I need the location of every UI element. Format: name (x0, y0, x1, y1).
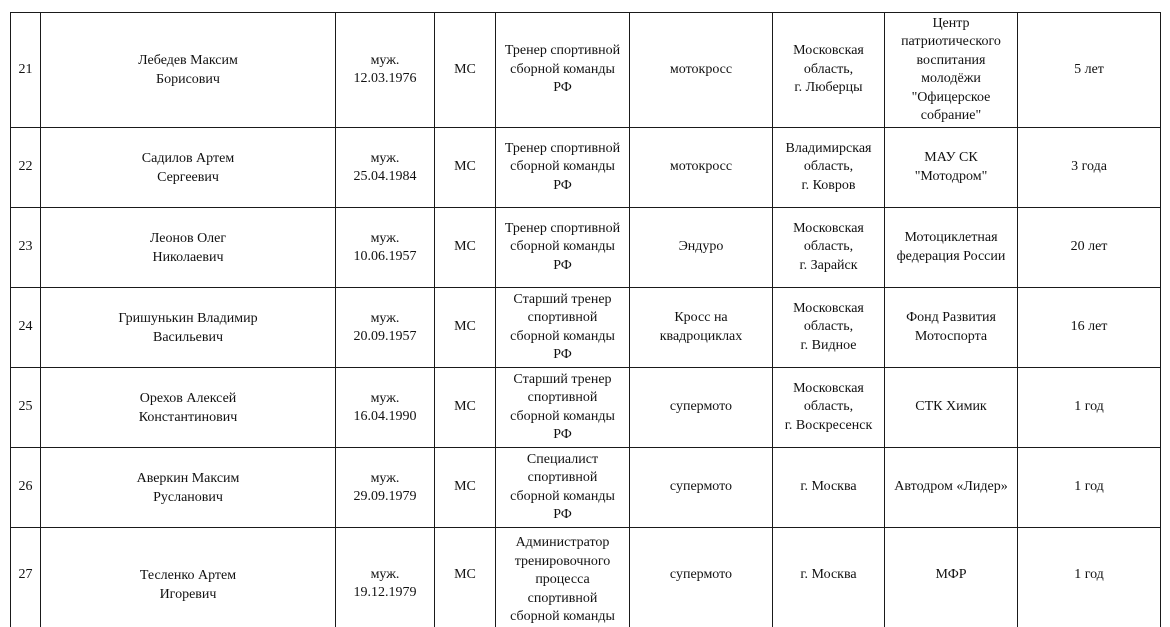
full-name: Садилов Артем Сергеевич (41, 128, 336, 208)
region: г. Москва (773, 448, 885, 528)
gender-birthdate: муж. 10.06.1957 (336, 208, 435, 288)
position: Администратор тренировочного процесса спортивной сборной команды (496, 528, 630, 627)
full-name: Аверкин Максим Русланович (41, 448, 336, 528)
full-name: Леонов Олег Николаевич (41, 208, 336, 288)
experience: 3 года (1018, 128, 1161, 208)
row-number: 23 (11, 208, 41, 288)
organization: Центр патриотического воспитания молодёжи "Офицерское собрание" (885, 13, 1018, 128)
gender-birthdate: муж. 19.12.1979 (336, 528, 435, 627)
experience: 16 лет (1018, 288, 1161, 368)
full-name: Тесленко Артем Игоревич (41, 528, 336, 627)
table-row (11, 368, 1161, 448)
table-row (11, 528, 1161, 627)
organization: МАУ СК "Мотодром" (885, 128, 1018, 208)
discipline: Эндуро (630, 208, 773, 288)
sport-rank: МС (435, 448, 496, 528)
discipline: мотокросс (630, 128, 773, 208)
table-row (11, 13, 1161, 128)
sport-rank: МС (435, 368, 496, 448)
region: Московская область, г. Видное (773, 288, 885, 368)
position: Тренер спортивной сборной команды РФ (496, 208, 630, 288)
experience: 1 год (1018, 368, 1161, 448)
sport-rank: МС (435, 13, 496, 128)
sport-rank: МС (435, 528, 496, 627)
table-row (11, 208, 1161, 288)
coaches-table (10, 12, 1161, 627)
experience: 5 лет (1018, 13, 1161, 128)
row-number: 27 (11, 528, 41, 627)
gender-birthdate: муж. 25.04.1984 (336, 128, 435, 208)
region: Московская область, г. Люберцы (773, 13, 885, 128)
sport-rank: МС (435, 288, 496, 368)
row-number: 24 (11, 288, 41, 368)
organization: Мотоциклетная федерация России (885, 208, 1018, 288)
organization: Автодром «Лидер» (885, 448, 1018, 528)
gender-birthdate: муж. 29.09.1979 (336, 448, 435, 528)
table-row (11, 448, 1161, 528)
row-number: 26 (11, 448, 41, 528)
table-row (11, 288, 1161, 368)
discipline: супермото (630, 368, 773, 448)
full-name: Лебедев Максим Борисович (41, 13, 336, 128)
discipline: Кросс на квадроциклах (630, 288, 773, 368)
position: Старший тренер спортивной сборной команды РФ (496, 288, 630, 368)
row-number: 25 (11, 368, 41, 448)
row-number: 21 (11, 13, 41, 128)
position: Тренер спортивной сборной команды РФ (496, 128, 630, 208)
discipline: мотокросс (630, 13, 773, 128)
experience: 1 год (1018, 528, 1161, 627)
full-name: Гришунькин Владимир Васильевич (41, 288, 336, 368)
region: Московская область, г. Зарайск (773, 208, 885, 288)
gender-birthdate: муж. 12.03.1976 (336, 13, 435, 128)
gender-birthdate: муж. 20.09.1957 (336, 288, 435, 368)
full-name: Орехов Алексей Константинович (41, 368, 336, 448)
position: Тренер спортивной сборной команды РФ (496, 13, 630, 128)
organization: МФР (885, 528, 1018, 627)
organization: СТК Химик (885, 368, 1018, 448)
row-number: 22 (11, 128, 41, 208)
region: г. Москва (773, 528, 885, 627)
position: Старший тренер спортивной сборной команды РФ (496, 368, 630, 448)
table-row (11, 128, 1161, 208)
discipline: супермото (630, 528, 773, 627)
experience: 1 год (1018, 448, 1161, 528)
region: Владимирская область, г. Ковров (773, 128, 885, 208)
discipline: супермото (630, 448, 773, 528)
gender-birthdate: муж. 16.04.1990 (336, 368, 435, 448)
sport-rank: МС (435, 208, 496, 288)
experience: 20 лет (1018, 208, 1161, 288)
position: Специалист спортивной сборной команды РФ (496, 448, 630, 528)
region: Московская область, г. Воскресенск (773, 368, 885, 448)
sport-rank: МС (435, 128, 496, 208)
organization: Фонд Развития Мотоспорта (885, 288, 1018, 368)
